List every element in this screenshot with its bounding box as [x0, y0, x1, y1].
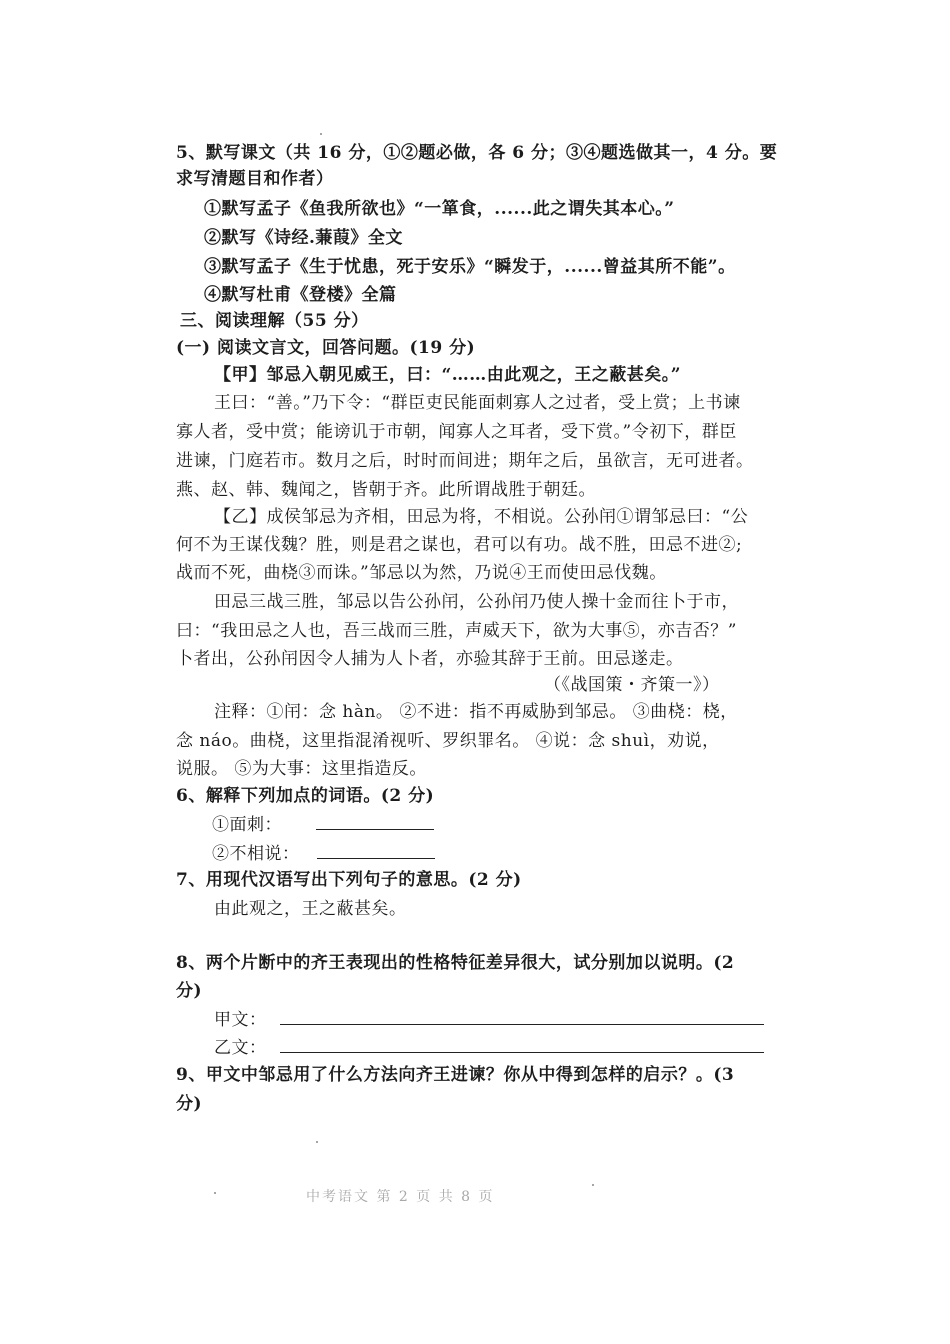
q6-item-label: ①面刺： — [212, 815, 282, 835]
passage-jia-line: 燕、赵、韩、魏闻之，皆朝于齐。此所谓战胜于朝廷。 — [176, 480, 596, 500]
passage-yi-line: 曰：“我田忌之人也，吾三战而三胜，声威天下，欲为大事⑤，亦吉否？” — [176, 621, 737, 641]
passage-yi-line: 战而不死，曲桡③而诛。”邹忌以为然，乃说④王而使田忌伐魏。 — [176, 563, 667, 583]
passage-jia-line: 王曰：“善。”乃下令：“群臣吏民能面刺寡人之过者，受上赏；上书谏 — [214, 393, 741, 413]
notes-line: 注释：①闬：念 hàn。 ②不进：指不再威胁到邹忌。 ③曲桡：桡， — [214, 702, 738, 722]
passage-yi-line: 卜者出，公孙闬因令人捕为人卜者，亦验其辞于王前。田忌遂走。 — [176, 649, 684, 669]
notes-line: 念 náo。曲桡，这里指混淆视听、罗织罪名。 ④说：念 shuì，劝说， — [176, 731, 720, 751]
q9-stem-line2: 分) — [176, 1094, 203, 1114]
q7-stem: 7、用现代汉语写出下列句子的意思。(2 分) — [176, 870, 522, 890]
page-footer: 中考语文 第 2 页 共 8 页 — [306, 1189, 495, 1205]
scan-speck — [214, 1192, 216, 1194]
passage-yi-line: 何不为王谋伐魏？胜，则是君之谋也，君可以有功。战不胜，田忌不进②; — [176, 535, 743, 555]
section-heading: 三、阅读理解（55 分） — [180, 311, 369, 331]
q5-item-2: ②默写《诗经.蒹葭》全文 — [204, 228, 403, 248]
part1-heading: (一) 阅读文言文，回答问题。(19 分) — [176, 338, 476, 358]
q6-item-1 — [212, 813, 434, 836]
passage-source: （《战国策・齐策一》） — [544, 675, 720, 695]
passage-jia-line: 寡人者，受中赏；能谤讥于市朝，闻寡人之耳者，受下赏。”令初下，群臣 — [176, 422, 737, 442]
scan-speck — [316, 1141, 318, 1143]
q6-item-label: ②不相说： — [212, 844, 300, 864]
q5-stem-line1: 5、默写课文（共 16 分，①②题必做，各 6 分；③④题选做其一，4 分。要 — [176, 143, 778, 163]
notes-line: 说服。 ⑤为大事：这里指造反。 — [176, 759, 427, 779]
q8-stem-line1: 8、两个片断中的齐王表现出的性格特征差异很大，试分别加以说明。(2 — [176, 953, 735, 973]
q5-stem-line2: 求写清题目和作者） — [176, 169, 334, 189]
answer-blank[interactable] — [280, 1036, 764, 1053]
q8-item-1 — [214, 1008, 764, 1031]
q5-item-1: ①默写孟子《鱼我所欲也》“一箪食，......此之谓失其本心。” — [204, 199, 675, 219]
answer-blank[interactable] — [317, 842, 435, 859]
q6-stem: 6、解释下列加点的词语。(2 分) — [176, 786, 435, 806]
q7-sentence: 由此观之，王之蔽甚矣。 — [214, 899, 407, 919]
q5-item-3: ③默写孟子《生于忧患，死于安乐》“瞬发于，......曾益其所不能”。 — [204, 257, 736, 277]
q5-item-4: ④默写杜甫《登楼》全篇 — [204, 285, 397, 305]
scan-speck — [320, 133, 322, 135]
passage-jia-line: 【甲】邹忌入朝见威王，曰：“……由此观之，王之蔽甚矣。” — [214, 365, 682, 385]
passage-yi-line: 田忌三战三胜，邹忌以告公孙闬，公孙闬乃使人操十金而往卜于市， — [214, 592, 739, 612]
q8-item-label: 乙文： — [214, 1038, 267, 1058]
answer-blank[interactable] — [280, 1008, 764, 1025]
q8-stem-line2: 分) — [176, 981, 203, 1001]
q8-item-2 — [214, 1036, 764, 1059]
answer-blank[interactable] — [316, 813, 434, 830]
passage-jia-line: 进谏，门庭若市。数月之后，时时而间进；期年之后，虽欲言，无可进者。 — [176, 451, 754, 471]
scan-speck — [592, 1184, 594, 1186]
passage-yi-line: 【乙】成侯邹忌为齐相，田忌为将，不相说。公孙闬①谓邹忌曰：“公 — [214, 507, 749, 527]
q6-item-2 — [212, 842, 435, 865]
q9-stem-line1: 9、甲文中邹忌用了什么方法向齐王进谏？你从中得到怎样的启示？。(3 — [176, 1065, 735, 1085]
q8-item-label: 甲文： — [214, 1010, 267, 1030]
